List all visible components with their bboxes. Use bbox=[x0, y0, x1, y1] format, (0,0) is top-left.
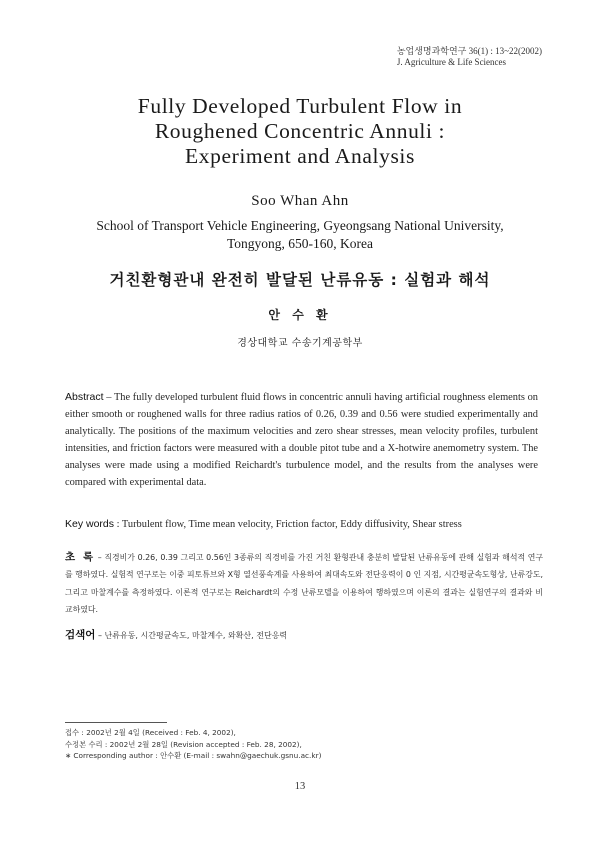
journal-citation-ko: 농업생명과학연구 36(1) : 13~22(2002) bbox=[396, 46, 542, 56]
abstract bbox=[65, 389, 538, 492]
author-name-en: Soo Whan Ahn bbox=[251, 193, 349, 209]
footnote-accepted: 수정본 수리 : 2002년 2월 28일 (Revision accepted : Feb. 28, 2002), bbox=[65, 739, 302, 749]
paper-title-ko: 거친환형관내 완전히 발달된 난류유동 : 실험과 해석 bbox=[109, 271, 491, 289]
footnotes bbox=[65, 727, 321, 762]
affiliation-en-line-2: Tongyong, 650-160, Korea bbox=[226, 236, 374, 251]
journal-name-en: J. Agriculture & Life Sciences bbox=[396, 57, 507, 67]
abstract-ko-text: – 직경비가 0.26, 0.39 그리고 0.56인 3종류의 직경비를 가진 거친 환형관내 충분히 발달된 난류유동에 관해 실험과 해석적 연구를 행하였다. 실험적 연구로는 이중 피토튜브와 X형 열선풍속계를 사용하여 최대속도와 전단응력이 0 인 지점, 시간평균속도형상, 난류강도, 그리고 마찰계수를 측정하였다. 이론적 연구로는 Reichardt의 수정 난류모델을 이용하여 행하였으며 이론의 결과는 실험연구의 결과와 비교하였다. bbox=[65, 553, 543, 615]
abstract-label: Abstract bbox=[65, 391, 104, 403]
author-name-ko: 안 수 환 bbox=[268, 308, 332, 322]
paper-title-line-1: Fully Developed Turbulent Flow in bbox=[137, 94, 463, 118]
footnote-corresponding: ∗ Corresponding author : 안수환 (E-mail : swahn@gaechuk.gsnu.ac.kr) bbox=[65, 751, 322, 760]
paper-title-line-2: Roughened Concentric Annuli : bbox=[154, 119, 446, 143]
author-affiliation-en bbox=[0, 217, 600, 253]
keywords bbox=[65, 518, 545, 530]
journal-header bbox=[397, 46, 542, 68]
keywords-label: Key words bbox=[65, 518, 115, 530]
author-affiliation-ko: 경상대학교 수송기계공학부 bbox=[237, 338, 363, 349]
abstract-ko-label: 초 록 bbox=[65, 551, 96, 563]
abstract-ko bbox=[65, 549, 543, 619]
keywords-ko bbox=[65, 627, 545, 642]
abstract-dash: – bbox=[103, 392, 114, 403]
paper-title-line-3: Experiment and Analysis bbox=[185, 144, 415, 168]
affiliation-en-line-1: School of Transport Vehicle Engineering, Gyeongsang National University, bbox=[96, 218, 504, 233]
keywords-text: : Turbulent flow, Time mean velocity, Friction factor, Eddy diffusivity, Shear stress bbox=[114, 519, 462, 530]
paper-title bbox=[0, 94, 600, 169]
keywords-ko-text: – 난류유동, 시간평균속도, 마찰계수, 와확산, 전단응력 bbox=[95, 631, 288, 640]
keywords-ko-label: 검색어 bbox=[65, 629, 96, 641]
page-number: 13 bbox=[294, 781, 306, 792]
footnote-divider bbox=[65, 722, 167, 723]
footnote-received: 접수 : 2002년 2월 4일 (Received : Feb. 4, 2002), bbox=[65, 728, 236, 737]
abstract-text: The fully developed turbulent fluid flows in concentric annuli having artificial roughness elements on either smooth or roughened walls for three radius ratios of 0.26, 0.39 and 0.56 were studied experimentally and analytically. The positions of the maximum velocities and zero shear stresses, mean velocity profiles, turbulent intensities, and friction factors were measured with a double pitot tube and a X-hotwire anemometry system. The analyses were made using a modified Reichardt's turbulence model, and the results from the analyses were compared with experimental data. bbox=[65, 392, 539, 489]
